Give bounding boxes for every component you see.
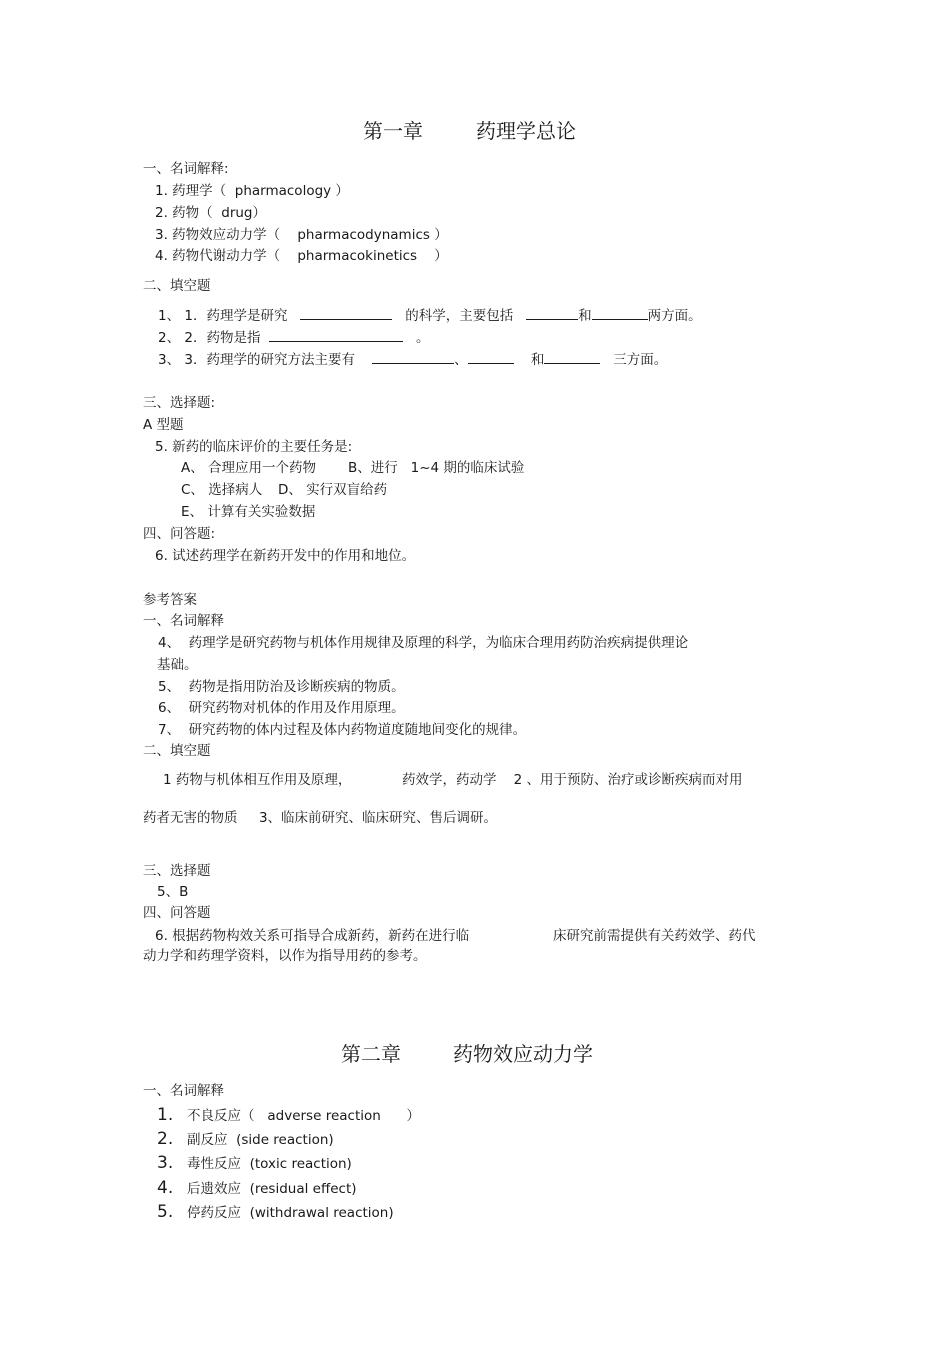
fill-q3-tail: 三方面。 bbox=[613, 352, 668, 368]
answers-qa-text: 动力学和药理学资料，以作为指导用药的参考。 bbox=[143, 948, 427, 964]
chapter1-number: 第一章 bbox=[363, 119, 423, 143]
answers-choice-heading: 三、选择题 bbox=[143, 863, 211, 879]
ch2-term-item bbox=[157, 1203, 394, 1222]
ch1-term-item: 3. 药物效应动力学（ pharmacodynamics ） bbox=[155, 227, 448, 243]
answer-item: 6、 研究药物对机体的作用及作用原理。 bbox=[158, 700, 405, 716]
fill-q1-tail: 两方面。 bbox=[647, 308, 702, 324]
answers-choice-answer: 5、B bbox=[157, 884, 189, 900]
fill-q2-tail: 。 bbox=[415, 330, 430, 346]
ch2-term-item bbox=[157, 1179, 357, 1198]
answers-heading: 参考答案 bbox=[143, 592, 197, 608]
fill-blank[interactable] bbox=[544, 350, 600, 364]
fill-q3-lead: 3、 3．药理学的研究方法主要有 bbox=[158, 352, 355, 368]
chapter1-title: 药理学总论 bbox=[476, 119, 576, 143]
ch2-terms-heading: 一、名词解释 bbox=[143, 1083, 224, 1099]
ch2-term-text: 毒性反应 (toxic reaction) bbox=[187, 1156, 352, 1172]
fill-q1-and: 和 bbox=[578, 308, 592, 324]
answers-fill-text: 1 药物与机体相互作用及原理， bbox=[163, 772, 352, 788]
answers-qa-text: 床研究前需提供有关药效学、药代 bbox=[553, 928, 756, 944]
fill-blank[interactable] bbox=[592, 306, 648, 320]
ch1-term-item: 1. 药理学（ pharmacology ） bbox=[155, 183, 349, 199]
fill-q2-lead: 2、 2．药物是指 bbox=[158, 330, 261, 346]
ch1-qa-heading: 四、问答题: bbox=[143, 526, 216, 542]
answer-item-continued: 基础。 bbox=[157, 657, 198, 673]
ch2-term-text: 停药反应 (withdrawal reaction) bbox=[187, 1205, 394, 1221]
fill-q3-and: 和 bbox=[530, 352, 545, 368]
answers-qa-text: 6. 根据药物构效关系可指导合成新药，新药在进行临 bbox=[155, 928, 470, 944]
ch1-choice-type: A 型题 bbox=[143, 417, 184, 433]
choice-option-c: C、 选择病人 bbox=[181, 482, 263, 498]
fill-question-2 bbox=[158, 328, 429, 347]
choice-option-b: B、进行 1~4 期的临床试验 bbox=[348, 460, 525, 476]
ch1-terms-heading: 一、名词解释: bbox=[143, 161, 229, 177]
answers-qa-heading: 四、问答题 bbox=[143, 905, 211, 921]
choice-question: 5. 新药的临床评价的主要任务是: bbox=[155, 439, 353, 455]
ch2-term-number: 1. bbox=[157, 1105, 174, 1125]
ch1-term-item: 4. 药物代谢动力学（ pharmacokinetics ） bbox=[155, 248, 448, 264]
ch2-term-text: 不良反应（ adverse reaction ） bbox=[187, 1108, 421, 1124]
fill-question-3 bbox=[158, 350, 667, 369]
choice-option-d: D、 实行双盲给药 bbox=[278, 482, 388, 498]
fill-blank[interactable] bbox=[269, 328, 403, 342]
fill-blank[interactable] bbox=[300, 306, 392, 320]
fill-q1-lead: 1、 1．药理学是研究 bbox=[158, 308, 288, 324]
fill-q1-mid: 的科学，主要包括 bbox=[405, 308, 514, 324]
ch2-term-text: 副反应 (side reaction) bbox=[187, 1132, 334, 1148]
answers-fill-text: 药效学，药动学 2 、用于预防、治疗或诊断疾病而对用 bbox=[402, 772, 743, 788]
qa-question: 6. 试述药理学在新药开发中的作用和地位。 bbox=[155, 548, 416, 564]
choice-option-e: E、 计算有关实验数据 bbox=[181, 504, 316, 520]
answer-item: 4、 药理学是研究药物与机体作用规律及原理的科学，为临床合理用药防治疾病提供理论 bbox=[158, 635, 689, 651]
fill-blank[interactable] bbox=[468, 350, 514, 364]
answer-item: 7、 研究药物的体内过程及体内药物道度随地间变化的规律。 bbox=[158, 722, 527, 738]
ch2-term-text: 后遗效应 (residual effect) bbox=[187, 1181, 357, 1197]
answers-terms-heading: 一、名词解释 bbox=[143, 613, 224, 629]
answer-item: 5、 药物是指用防治及诊断疾病的物质。 bbox=[158, 679, 405, 695]
fill-blank[interactable] bbox=[526, 306, 578, 320]
fill-blank[interactable] bbox=[372, 350, 454, 364]
ch2-term-number: 3. bbox=[157, 1153, 174, 1173]
ch2-term-item bbox=[157, 1106, 420, 1125]
fill-question-1 bbox=[158, 306, 702, 325]
ch2-term-number: 5. bbox=[157, 1202, 174, 1222]
ch1-choice-heading: 三、选择题: bbox=[143, 395, 216, 411]
ch2-term-item bbox=[157, 1130, 334, 1149]
ch2-term-item bbox=[157, 1154, 352, 1173]
fill-q3-sep: 、 bbox=[454, 352, 468, 368]
ch2-term-number: 2. bbox=[157, 1129, 174, 1149]
answers-fill-text: 药者无害的物质 3、临床前研究、临床研究、售后调研。 bbox=[143, 810, 498, 826]
ch1-fill-heading: 二、填空题 bbox=[143, 278, 211, 294]
ch1-term-item: 2. 药物（ drug） bbox=[155, 205, 266, 221]
chapter2-title: 药物效应动力学 bbox=[453, 1042, 593, 1066]
chapter2-number: 第二章 bbox=[341, 1042, 401, 1066]
answers-fill-heading: 二、填空题 bbox=[143, 743, 211, 759]
choice-option-a: A、 合理应用一个药物 bbox=[181, 460, 317, 476]
ch2-term-number: 4. bbox=[157, 1178, 174, 1198]
